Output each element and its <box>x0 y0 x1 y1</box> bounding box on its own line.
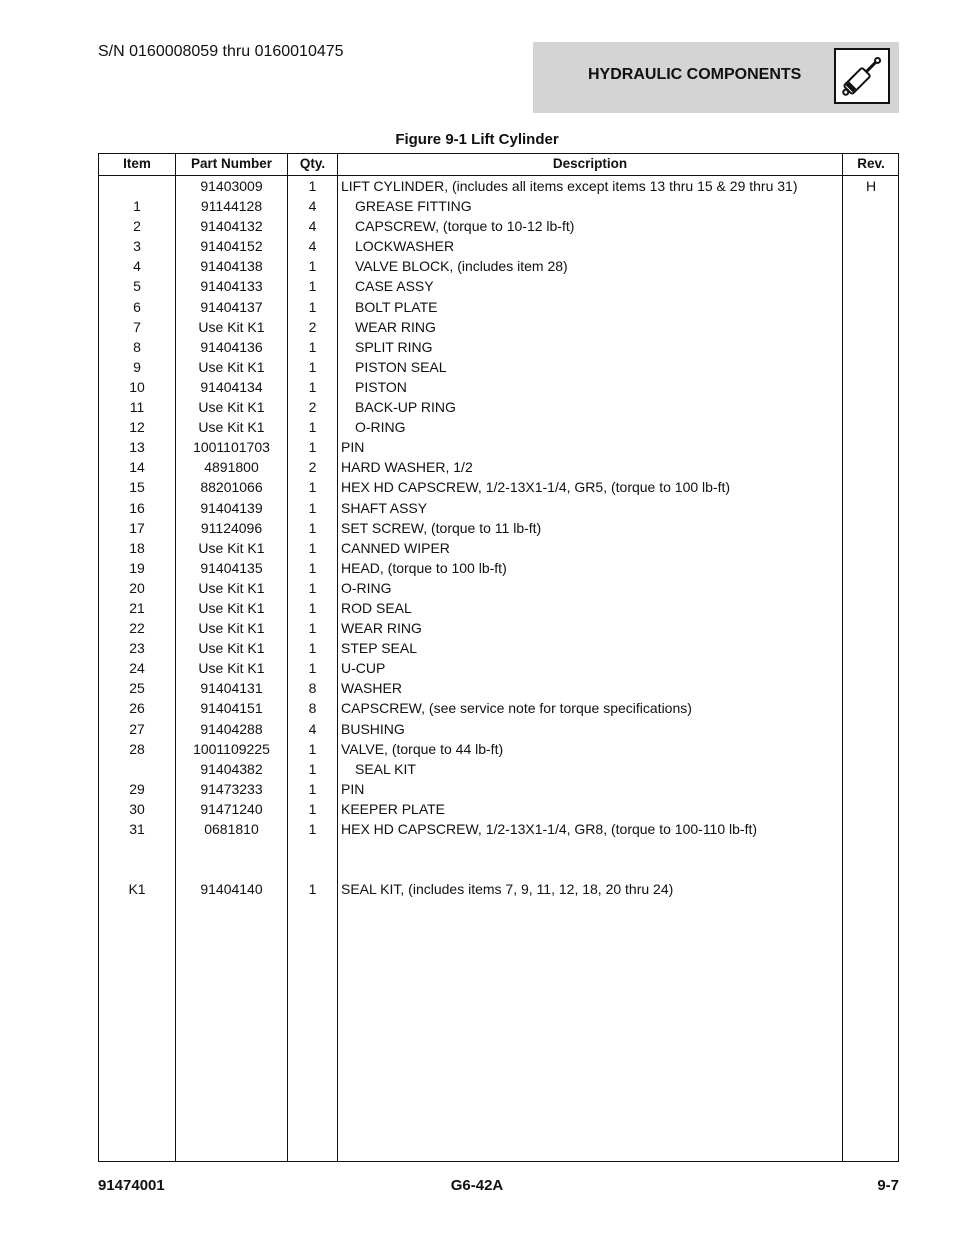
part-number-cell: 91124096 <box>200 519 263 536</box>
item-cell: 23 <box>129 640 145 657</box>
item-cell: 19 <box>129 559 145 576</box>
item-cell: 27 <box>129 720 145 737</box>
item-cell: 10 <box>129 378 145 395</box>
qty-cell: 4 <box>308 198 317 215</box>
item-cell: 13 <box>129 439 145 456</box>
table-row <box>99 799 898 819</box>
description-cell: SPLIT RING <box>355 338 433 355</box>
item-cell: 22 <box>129 620 145 637</box>
item-cell: 7 <box>133 318 141 335</box>
description-cell: PISTON <box>355 378 407 395</box>
qty-cell: 1 <box>308 559 317 576</box>
part-number-cell: 1001101703 <box>193 439 270 456</box>
description-cell: VALVE BLOCK, (includes item 28) <box>355 258 568 275</box>
table-row <box>99 638 898 658</box>
item-cell: 12 <box>129 419 145 436</box>
part-number-cell: 4891800 <box>204 459 259 476</box>
qty-cell: 1 <box>308 419 317 436</box>
part-number-cell: 91144128 <box>200 198 263 215</box>
description-cell: LOCKWASHER <box>355 238 455 255</box>
table-row <box>99 598 898 618</box>
part-number-cell: 91404382 <box>200 760 263 777</box>
item-cell: 9 <box>133 358 141 375</box>
part-number-cell: 91404137 <box>200 298 263 315</box>
table-row <box>99 558 898 578</box>
part-number-cell: 91404288 <box>200 720 263 737</box>
description-cell: CANNED WIPER <box>341 539 450 556</box>
qty-cell: 1 <box>308 640 317 657</box>
description-cell: PIN <box>341 780 365 797</box>
description-cell: SEAL KIT <box>355 760 416 777</box>
table-row <box>99 216 898 236</box>
table-row <box>99 276 898 296</box>
figure-title: Figure 9-1 Lift Cylinder <box>395 131 559 148</box>
table-row <box>99 678 898 698</box>
description-cell: BOLT PLATE <box>355 298 438 315</box>
table-row <box>99 236 898 256</box>
description-cell: VALVE, (torque to 44 lb-ft) <box>341 740 504 757</box>
column-header-rev: Rev. <box>857 156 885 171</box>
item-cell: 6 <box>133 298 141 315</box>
qty-cell: 2 <box>308 318 317 335</box>
description-cell: CAPSCREW, (see service note for torque specifications) <box>341 700 692 717</box>
item-cell: 1 <box>133 198 141 215</box>
table-row <box>99 518 898 538</box>
item-cell: 8 <box>133 338 141 355</box>
item-cell: 21 <box>129 599 145 616</box>
qty-cell: 2 <box>308 399 317 416</box>
column-header-description: Description <box>552 156 628 171</box>
column-header-item: Item <box>123 156 151 171</box>
part-number-cell: Use Kit K1 <box>198 399 265 416</box>
description-cell: CASE ASSY <box>355 278 434 295</box>
table-row <box>99 377 898 397</box>
part-number-cell: Use Kit K1 <box>198 599 265 616</box>
qty-cell: 1 <box>308 258 317 275</box>
section-header <box>533 42 899 113</box>
table-row <box>99 498 898 518</box>
item-cell: 29 <box>129 780 145 797</box>
qty-cell: 1 <box>308 519 317 536</box>
part-number-cell: 91471240 <box>200 800 263 817</box>
qty-cell: 1 <box>308 620 317 637</box>
part-number-cell: 91404138 <box>200 258 263 275</box>
table-row <box>99 859 898 879</box>
description-cell: HEX HD CAPSCREW, 1/2-13X1-1/4, GR5, (torque to 100 lb-ft) <box>341 479 731 496</box>
item-cell: 18 <box>129 539 145 556</box>
description-cell: PIN <box>341 439 365 456</box>
item-cell: 11 <box>129 399 145 416</box>
qty-cell: 1 <box>308 660 317 677</box>
table-row <box>99 176 898 196</box>
qty-cell: 1 <box>308 740 317 757</box>
table-row <box>99 538 898 558</box>
description-cell: HEAD, (torque to 100 lb-ft) <box>341 559 507 576</box>
qty-cell: 1 <box>308 821 317 837</box>
part-number-cell: 91404132 <box>200 218 263 235</box>
part-number-cell: 0681810 <box>204 821 259 837</box>
table-row <box>99 879 898 899</box>
table-row <box>99 457 898 477</box>
qty-cell: 1 <box>308 338 317 355</box>
description-cell: WEAR RING <box>355 318 436 335</box>
qty-cell: 8 <box>308 700 317 717</box>
table-row <box>99 819 898 839</box>
item-cell: 24 <box>129 660 145 677</box>
qty-cell: 1 <box>308 499 317 516</box>
qty-cell: 2 <box>308 459 317 476</box>
table-row <box>99 337 898 357</box>
footer-document-number: 91474001 <box>98 1177 165 1194</box>
description-cell: U-CUP <box>341 660 386 677</box>
part-number-cell: 91473233 <box>200 780 263 797</box>
part-number-cell: Use Kit K1 <box>198 579 265 596</box>
part-number-cell: 91404136 <box>200 338 263 355</box>
qty-cell: 1 <box>308 278 317 295</box>
table-row <box>99 357 898 377</box>
part-number-cell: Use Kit K1 <box>198 419 265 436</box>
part-number-cell: 88201066 <box>200 479 263 496</box>
hydraulic-cylinder-icon <box>834 48 890 104</box>
description-cell: ROD SEAL <box>341 599 412 616</box>
footer-model: G6-42A <box>450 1177 504 1194</box>
qty-cell: 1 <box>308 358 317 375</box>
item-cell: 4 <box>133 258 141 275</box>
qty-cell: 1 <box>308 178 317 194</box>
description-cell: GREASE FITTING <box>355 198 472 215</box>
part-number-cell: Use Kit K1 <box>198 640 265 657</box>
part-number-cell: Use Kit K1 <box>198 318 265 335</box>
qty-cell: 1 <box>308 599 317 616</box>
description-cell: SHAFT ASSY <box>341 499 428 516</box>
description-cell: WEAR RING <box>341 620 422 637</box>
item-cell: 28 <box>129 740 145 757</box>
qty-cell: 1 <box>308 298 317 315</box>
table-row <box>99 658 898 678</box>
table-row <box>99 779 898 799</box>
part-number-cell: 91404131 <box>200 680 263 697</box>
footer-page-number: 9-7 <box>877 1177 899 1194</box>
section-title: HYDRAULIC COMPONENTS <box>588 66 802 83</box>
table-row <box>99 739 898 759</box>
description-cell: SET SCREW, (torque to 11 lb-ft) <box>341 519 542 536</box>
parts-rows <box>99 176 898 899</box>
description-cell: STEP SEAL <box>341 640 418 657</box>
description-cell: HEX HD CAPSCREW, 1/2-13X1-1/4, GR8, (torque to 100-110 lb-ft) <box>341 821 758 837</box>
qty-cell: 1 <box>308 760 317 777</box>
item-cell: 16 <box>129 499 145 516</box>
item-cell: 2 <box>133 218 141 235</box>
part-number-cell: 91404152 <box>200 238 263 255</box>
part-number-cell: 91404135 <box>200 559 263 576</box>
part-number-cell: Use Kit K1 <box>198 539 265 556</box>
column-header-qty: Qty. <box>299 156 326 171</box>
qty-cell: 4 <box>308 218 317 235</box>
item-cell: 5 <box>133 278 141 295</box>
part-number-cell: 91403009 <box>200 178 263 194</box>
part-number-cell: 91404139 <box>200 499 263 516</box>
table-row <box>99 397 898 417</box>
description-cell: O-RING <box>355 419 406 436</box>
table-row <box>99 618 898 638</box>
qty-cell: 1 <box>308 800 317 817</box>
part-number-cell: 91404133 <box>200 278 263 295</box>
table-row <box>99 719 898 739</box>
rev-cell: H <box>865 178 877 194</box>
table-row <box>99 698 898 718</box>
part-number-cell: 91404151 <box>200 700 263 717</box>
serial-number-range: S/N 0160008059 thru 0160010475 <box>98 43 344 60</box>
item-cell: 31 <box>129 821 145 837</box>
table-row <box>99 839 898 859</box>
table-row <box>99 477 898 497</box>
description-cell: PISTON SEAL <box>355 358 447 375</box>
item-cell: 30 <box>129 800 145 817</box>
qty-cell: 1 <box>308 439 317 456</box>
part-number-cell: Use Kit K1 <box>198 358 265 375</box>
part-number-cell: 1001109225 <box>193 740 270 757</box>
parts-table <box>98 153 899 1162</box>
description-cell: KEEPER PLATE <box>341 800 446 817</box>
table-row <box>99 297 898 317</box>
table-row <box>99 759 898 779</box>
column-header-part-number: Part Number <box>190 156 273 171</box>
part-number-cell: 91404134 <box>200 378 263 395</box>
item-cell: 3 <box>133 238 141 255</box>
item-cell: 17 <box>129 519 145 536</box>
description-cell: BUSHING <box>341 720 405 737</box>
description-cell: O-RING <box>341 579 392 596</box>
part-number-cell: Use Kit K1 <box>198 660 265 677</box>
table-row <box>99 256 898 276</box>
table-row <box>99 417 898 437</box>
table-row <box>99 196 898 216</box>
item-cell: 14 <box>129 459 145 476</box>
table-row <box>99 317 898 337</box>
qty-cell: 1 <box>308 479 317 496</box>
part-number-cell: 91404140 <box>200 881 263 898</box>
description-cell: BACK-UP RING <box>355 399 456 416</box>
item-cell: 20 <box>129 579 145 596</box>
qty-cell: 1 <box>308 378 317 395</box>
description-cell: LIFT CYLINDER, (includes all items except items 13 thru 15 & 29 thru 31) <box>341 178 798 194</box>
qty-cell: 1 <box>308 539 317 556</box>
qty-cell: 1 <box>308 579 317 596</box>
qty-cell: 4 <box>308 720 317 737</box>
qty-cell: 1 <box>308 881 317 898</box>
description-cell: HARD WASHER, 1/2 <box>341 459 473 476</box>
item-cell: 15 <box>129 479 145 496</box>
table-row <box>99 578 898 598</box>
qty-cell: 4 <box>308 238 317 255</box>
part-number-cell: Use Kit K1 <box>198 620 265 637</box>
description-cell: SEAL KIT, (includes items 7, 9, 11, 12, 18, 20 thru 24) <box>341 881 674 898</box>
item-cell: 26 <box>129 700 145 717</box>
description-cell: CAPSCREW, (torque to 10-12 lb-ft) <box>355 218 575 235</box>
description-cell: WASHER <box>341 680 402 697</box>
qty-cell: 8 <box>308 680 317 697</box>
item-cell: 25 <box>129 680 145 697</box>
table-row <box>99 437 898 457</box>
qty-cell: 1 <box>308 780 317 797</box>
item-cell: K1 <box>128 881 146 898</box>
